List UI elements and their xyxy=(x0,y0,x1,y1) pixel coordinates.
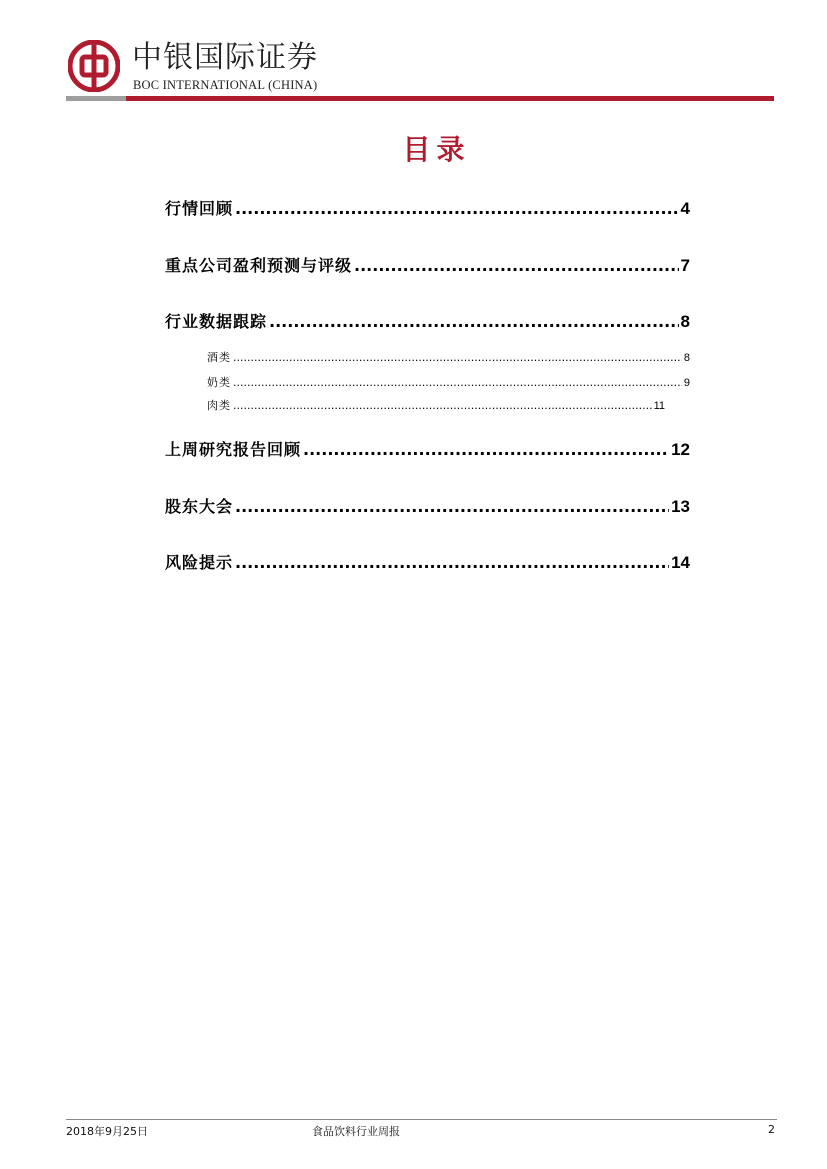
header-divider-grey xyxy=(66,96,126,101)
toc-entry-page: 7 xyxy=(680,256,690,275)
toc-entry-weekly-reports[interactable] xyxy=(165,437,690,460)
toc-entry-page: 4 xyxy=(680,199,690,218)
toc-entry-page: 13 xyxy=(671,497,690,516)
toc-leader-dots xyxy=(233,399,652,412)
toc-entry-page: 11 xyxy=(653,400,665,412)
toc-leader-dots xyxy=(235,497,669,516)
boc-logo-icon xyxy=(68,40,120,92)
toc-leader-dots xyxy=(233,376,682,389)
brand-name-english: BOC INTERNATIONAL (CHINA) xyxy=(133,78,318,92)
toc-entry-risk-warning[interactable] xyxy=(165,550,690,573)
header-divider-red xyxy=(126,96,774,101)
toc-entry-label: 肉类 xyxy=(207,399,231,412)
toc-entry-page: 8 xyxy=(680,312,690,331)
toc-entry-label: 风险提示 xyxy=(165,553,234,572)
toc-entry-page: 12 xyxy=(671,440,690,459)
toc-entry-label: 行业数据跟踪 xyxy=(165,312,268,331)
toc-subentry-liquor[interactable] xyxy=(207,349,690,365)
toc-entry-label: 股东大会 xyxy=(165,497,234,516)
footer-page-number: 2 xyxy=(768,1123,775,1136)
toc-leader-dots xyxy=(235,199,679,218)
toc-leader-dots xyxy=(235,553,669,572)
toc-leader-dots xyxy=(303,440,669,459)
toc-entry-market-review[interactable] xyxy=(165,196,690,219)
toc-leader-dots xyxy=(233,351,682,364)
toc-entry-label: 重点公司盈利预测与评级 xyxy=(165,256,353,275)
footer-report-title: 食品饮料行业周报 xyxy=(312,1125,400,1138)
toc-entry-label: 奶类 xyxy=(207,376,231,389)
toc-entry-page: 9 xyxy=(683,377,690,389)
toc-entry-shareholder-meetings[interactable] xyxy=(165,494,690,517)
toc-leader-dots xyxy=(354,256,679,275)
toc-subentry-meat[interactable] xyxy=(207,397,665,413)
toc-leader-dots xyxy=(269,312,679,331)
toc-entry-label: 行情回顾 xyxy=(165,199,234,218)
toc-entry-page: 8 xyxy=(683,352,690,364)
toc-entry-label: 酒类 xyxy=(207,351,231,364)
footer-divider xyxy=(66,1119,777,1120)
toc-entry-label: 上周研究报告回顾 xyxy=(165,440,302,459)
toc-entry-page: 14 xyxy=(671,553,690,572)
toc-title: 目录 xyxy=(402,133,471,166)
toc-entry-earnings-forecast[interactable] xyxy=(165,253,690,276)
footer-date: 2018年9月25日 xyxy=(66,1125,148,1138)
toc-entry-industry-data[interactable] xyxy=(165,309,690,332)
toc-subentry-dairy[interactable] xyxy=(207,374,690,390)
page-header xyxy=(0,0,827,110)
brand-name-chinese: 中银国际证券 xyxy=(132,40,318,75)
